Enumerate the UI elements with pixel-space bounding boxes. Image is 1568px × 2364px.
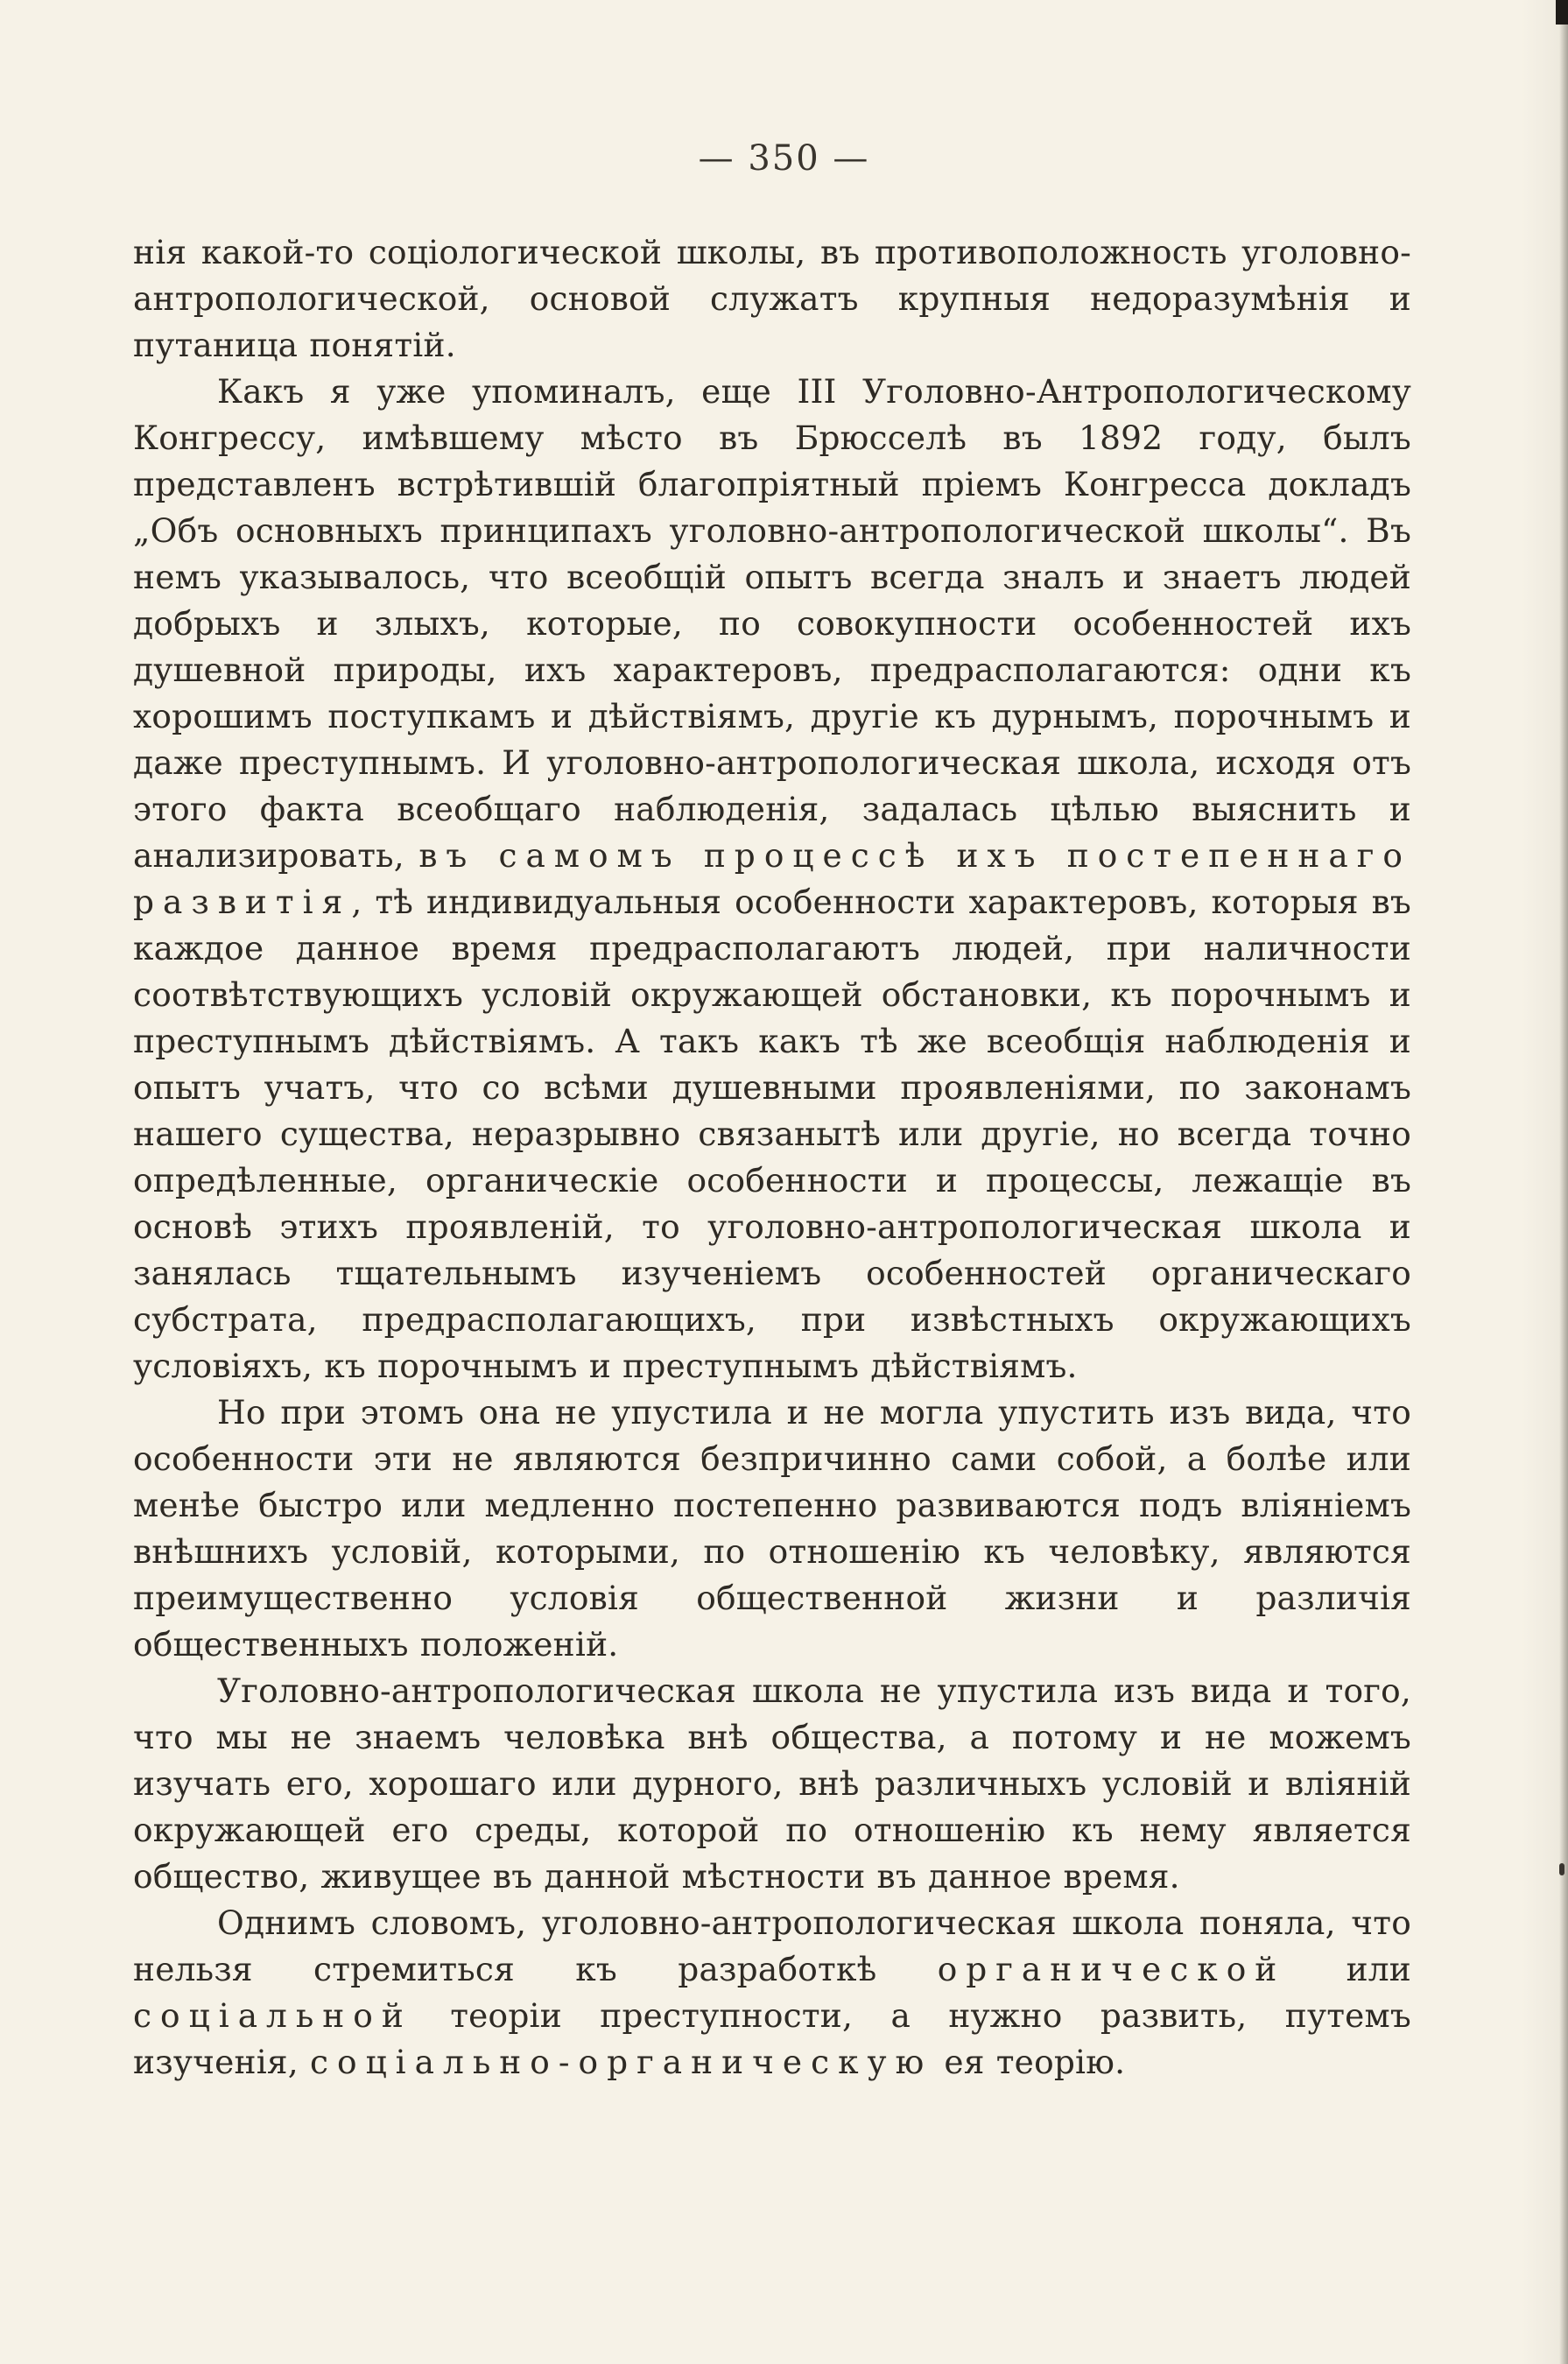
paragraph-text: или xyxy=(1285,1950,1411,1988)
page-number: — 350 — xyxy=(698,138,870,179)
scan-corner-mark xyxy=(1556,0,1568,25)
paragraph-text: , тѣ индивидуальныя особенности характеровъ, которыя въ каждое данное время предрасполагаютъ людей, при наличности соотвѣтствующихъ условій окружающей обстановки, къ порочнымъ и преступнымъ дѣйствіямъ. А такъ какъ тѣ же всеобщія наблюденія и опытъ учатъ, что со всѣми душевными проявленіями, по законамъ нашего существа, неразрывно связанытѣ или другіе, но всегда точно опредѣленные, органическіе особенности и процессы, лежащіе въ основѣ этихъ проявленій, то уголовно-антропологическая школа и занялась тщательнымъ изученіемъ особенностей органическаго субстрата, предрасполагающихъ, при извѣстныхъ окружающихъ условіяхъ, къ порочнымъ и преступнымъ дѣйствіямъ. xyxy=(133,883,1411,1385)
page-edge-shadow xyxy=(1559,0,1568,2364)
paragraph-text: Какъ я уже упоминалъ, еще III Уголовно-Антропологическому Конгрессу, имѣвшему мѣсто въ Брюсселѣ въ 1892 году, былъ представленъ встрѣтившій благопріятный пріемъ Конгресса докладъ „Объ основныхъ принципахъ уголовно-антропологической школы“. Въ немъ указывалось, что всеобщій опытъ всегда зналъ и знаетъ людей добрыхъ и злыхъ, которые, по совокупности особенностей ихъ душевной природы, ихъ характеровъ, предрасполагаются: одни къ хорошимъ поступкамъ и дѣйствіямъ, другіе къ дурнымъ, порочнымъ и даже преступнымъ. И уголовно-антропологическая школа, исходя отъ этого факта всеобщаго наблюденія, задалась цѣлью выяснить и анализировать, xyxy=(133,372,1411,875)
emphasized-text: въ самомъ процессѣ ихъ постепеннаго развитія xyxy=(133,836,1411,921)
paragraph xyxy=(133,229,1411,369)
body-text xyxy=(133,229,1411,2086)
paragraph-text: ея теорію. xyxy=(932,2043,1126,2081)
paragraph-text: Уголовно-антропологическая школа не упустила изъ вида и того, что мы не знаемъ человѣка внѣ общества, а потому и не можемъ изучать его, хорошаго или дурного, внѣ различныхъ условій и вліяній окружающей его среды, которой по отношенію къ нему является общество, живущее въ данной мѣстности въ данное время. xyxy=(133,1671,1411,1896)
paragraph-text: Однимъ словомъ, уголовно-антропологическая школа поняла, что нельзя стремиться къ разработкѣ xyxy=(133,1903,1411,1988)
paragraph-text: теоріи преступности, а нужно развить, путемъ изученія, xyxy=(133,1996,1411,2081)
emphasized-text: органической xyxy=(937,1950,1286,1988)
paragraph xyxy=(133,1900,1411,2086)
paragraph xyxy=(133,369,1411,1390)
emphasized-text: соціально-органическую xyxy=(309,2043,933,2081)
scan-side-mark xyxy=(1559,1863,1564,1875)
paragraph xyxy=(133,1390,1411,1668)
paragraph-text: нія какой-то соціологической школы, въ противоположность уголовно-антропологической, основой служатъ крупныя недоразумѣнія и путаница понятій. xyxy=(133,233,1411,364)
paragraph xyxy=(133,1668,1411,1900)
emphasized-text: соціальной xyxy=(133,1996,412,2035)
paragraph-text: Но при этомъ она не упустила и не могла упустить изъ вида, что особенности эти не являются безпричинно сами собой, а болѣе или менѣе быстро или медленно постепенно развиваются подъ вліяніемъ внѣшнихъ условій, которыми, по отношенію къ человѣку, являются преимущественно условія общественной жизни и различія общественныхъ положеній. xyxy=(133,1393,1411,1664)
